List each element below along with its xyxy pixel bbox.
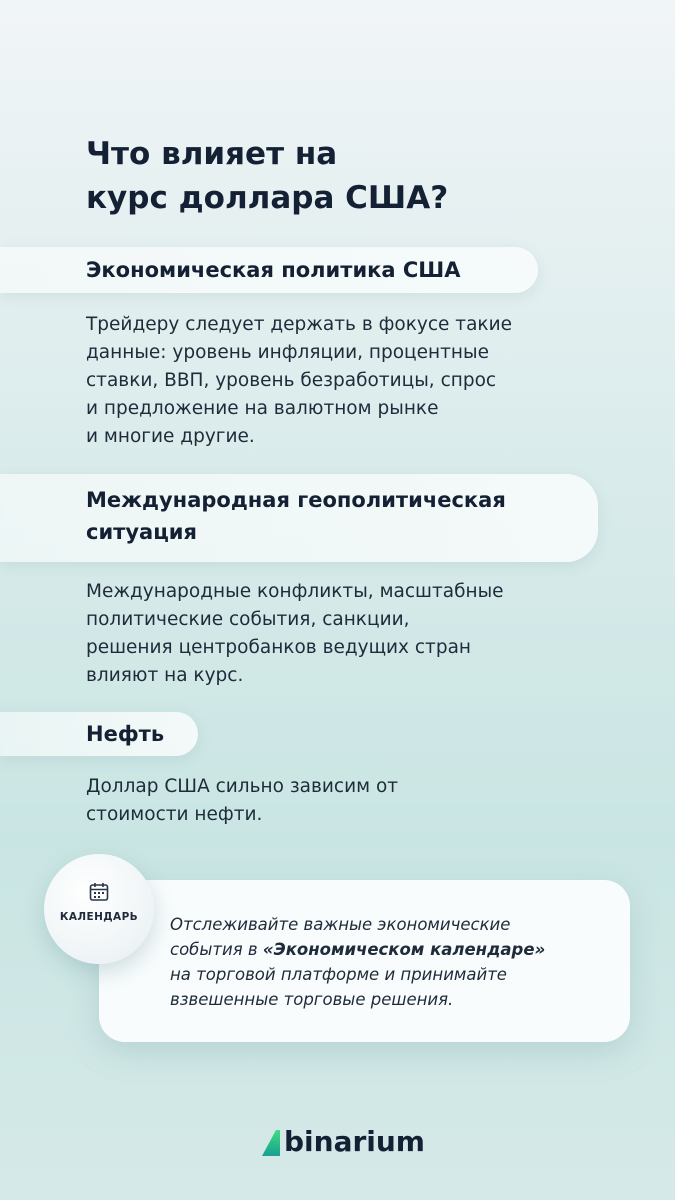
section-heading-oil: Нефть [86, 722, 165, 746]
calendar-icon [87, 880, 111, 904]
calendar-badge [44, 854, 154, 964]
title-line-1: Что влияет на [86, 136, 338, 172]
economic-calendar-link-text: «Экономическом календаре» [262, 940, 546, 959]
section-body-oil: Доллар США сильно зависим от стоимости нефти. [86, 776, 399, 825]
section-heading-economic-policy: Экономическая политика США [86, 258, 461, 282]
section-body-geopolitics: Международные конфликты, масштабные политические события, санкции, решения центробанков ведущих стран влияют на курс. [86, 581, 504, 686]
calendar-tip-text: Отслеживайте важные экономические события в «Экономическом календаре» на торговой платформе и принимайте взвешенные торговые решения. [170, 915, 546, 1009]
page-title [86, 132, 448, 220]
calendar-tip-card [99, 880, 630, 1042]
brand-logo [262, 1122, 442, 1162]
calendar-badge-label: КАЛЕНДАРЬ [59, 911, 139, 923]
binarium-triangle-logo-icon [262, 1130, 280, 1156]
brand-name: binarium [284, 1125, 425, 1158]
section-body-economic-policy: Трейдеру следует держать в фокусе такие данные: уровень инфляции, процентные ставки, ВВП, уровень безработицы, спрос и предложение на валютном рынке и многие другие. [86, 314, 512, 447]
title-line-2: курс доллара США? [86, 180, 449, 216]
section-heading-geopolitics: Международная геополитическая ситуация [86, 488, 506, 544]
